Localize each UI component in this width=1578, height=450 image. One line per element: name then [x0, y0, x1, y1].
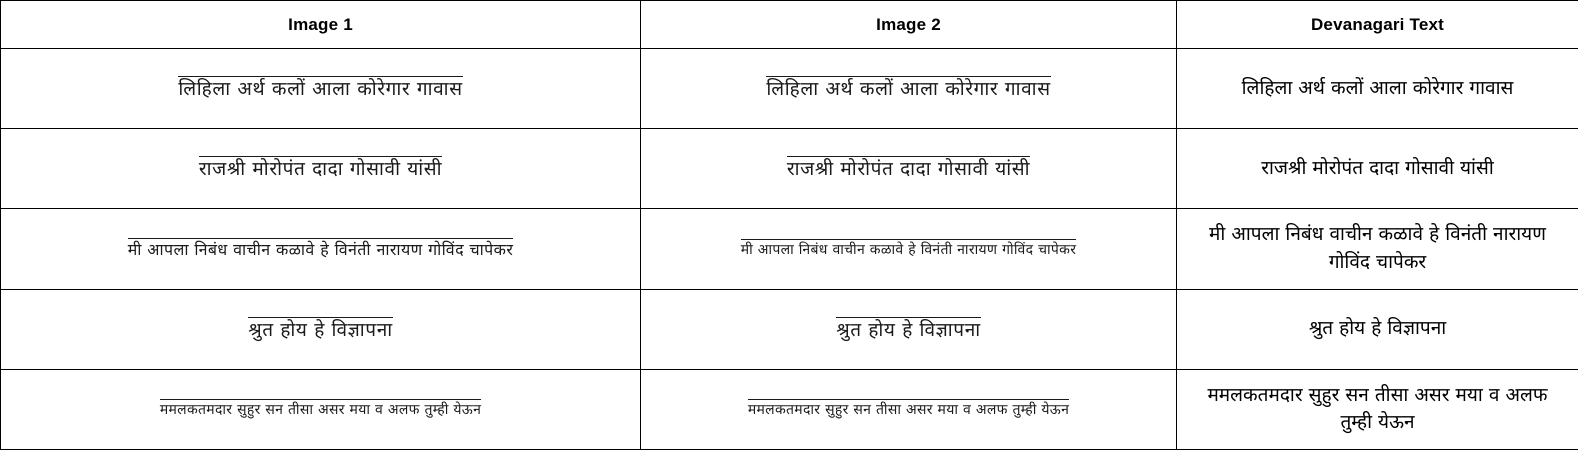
modi-image-1-cell [1, 49, 641, 129]
modi-script-line: श्रुत होय हे विज्ञापना [248, 318, 393, 341]
modi-image-1-cell [1, 209, 641, 289]
table-row [1, 369, 1578, 449]
table-row [1, 129, 1578, 209]
modi-image-2-cell [641, 129, 1177, 209]
modi-script-line: लिहिला अर्थ कलों आला कोरेगार गावास [766, 78, 1051, 101]
modi-script-line: ममलकतमदार सुहुर सन तीसा असर मया व अलफ तुम्ही येऊन [160, 399, 481, 418]
devanagari-text: राजश्री मोरोपंत दादा गोसावी यांसी [1261, 157, 1494, 179]
devanagari-text-cell [1177, 49, 1578, 129]
modi-script-line: श्रुत होय हे विज्ञापना [836, 318, 981, 341]
column-header-image-2: Image 2 [641, 1, 1177, 49]
modi-image-1-cell [1, 289, 641, 369]
table-body [1, 49, 1578, 450]
devanagari-text-cell [1177, 209, 1578, 289]
devanagari-text: श्रुत होय हे विज्ञापना [1308, 317, 1447, 340]
devanagari-text: मी आपला निबंध वाचीन कळावे हे विनंती नारायण गोविंद चापेकर [1209, 223, 1546, 273]
modi-image-2-cell [641, 209, 1177, 289]
devanagari-text: लिहिला अर्थ कलों आला कोरेगार गावास [1241, 76, 1514, 99]
modi-script-line: मी आपला निबंध वाचीन कळावे हे विनंती नारायण गोविंद चापेकर [127, 239, 514, 259]
devanagari-text: ममलकतमदार सुहुर सन तीसा असर मया व अलफ तुम्ही येऊन [1207, 383, 1548, 434]
modi-script-line: मी आपला निबंध वाचीन कळावे हे विनंती नारायण गोविंद चापेकर [741, 239, 1077, 258]
column-header-image-1: Image 1 [1, 1, 641, 49]
table-row [1, 49, 1578, 129]
column-header-devanagari-text: Devanagari Text [1177, 1, 1578, 49]
modi-script-line: लिहिला अर्थ कलों आला कोरेगार गावास [178, 78, 463, 101]
devanagari-text-cell [1177, 369, 1578, 449]
modi-image-1-cell [1, 369, 641, 449]
modi-script-line: राजश्री मोरोपंत दादा गोसावी यांसी [198, 158, 443, 181]
modi-image-1-cell [1, 129, 641, 209]
modi-script-line: राजश्री मोरोपंत दादा गोसावी यांसी [786, 158, 1031, 181]
modi-image-2-cell [641, 49, 1177, 129]
modi-image-2-cell [641, 289, 1177, 369]
modi-image-2-cell [641, 369, 1177, 449]
modi-script-line: ममलकतमदार सुहुर सन तीसा असर मया व अलफ तुम्ही येऊन [748, 399, 1069, 418]
table-row [1, 289, 1578, 369]
table-row [1, 209, 1578, 289]
table-header-row [1, 1, 1578, 49]
devanagari-text-cell [1177, 289, 1578, 369]
table-head [1, 1, 1578, 49]
devanagari-text-cell [1177, 129, 1578, 209]
